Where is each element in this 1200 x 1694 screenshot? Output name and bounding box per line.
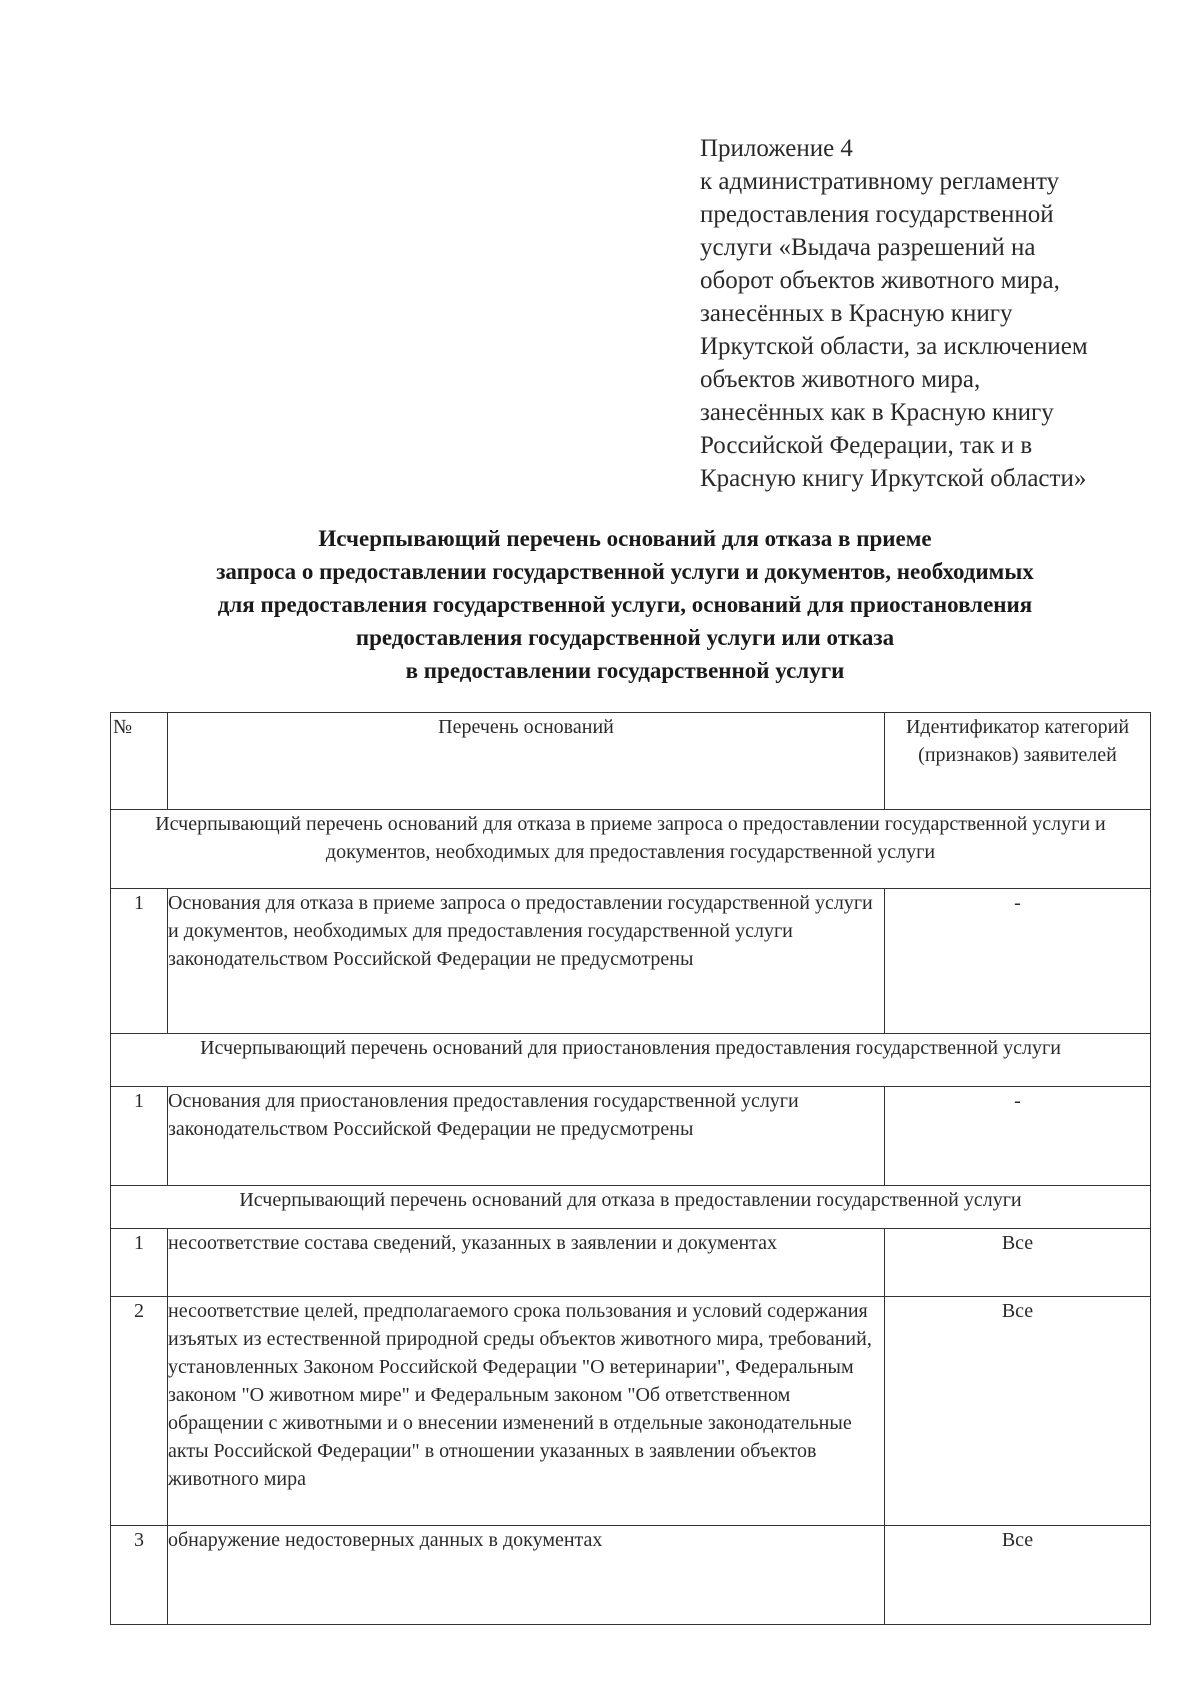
section-row: [111, 1186, 1151, 1229]
table-row: [111, 1526, 1151, 1625]
row-number: 2: [111, 1297, 168, 1526]
header-identifier: Идентификатор категорий (признаков) заявителей: [885, 713, 1151, 810]
table-row: [111, 889, 1151, 1034]
row-reason: несоответствие состава сведений, указанных в заявлении и документах: [168, 1229, 885, 1297]
appendix-line: Российской Федерации, так и в: [700, 432, 1033, 459]
row-identifier: -: [885, 1087, 1151, 1186]
title-line: запроса о предоставлении государственной услуги и документов, необходимых: [216, 559, 1034, 584]
appendix-line: занесённых в Красную книгу: [700, 300, 1013, 327]
row-reason: несоответствие целей, предполагаемого срока пользования и условий содержания изъятых из естественной природной среды объектов животного мира, требований, установленных Законом Российской Федерации "О ветеринарии", Федеральным законом "О животном мире" и Федеральным законом "Об ответственном обращении с животными и о внесении изменений в отдельные законодательные акты Российской Федерации" в отношении указанных в заявлении объектов животного мира: [168, 1297, 885, 1526]
grounds-table: [110, 712, 1151, 1625]
document-title: [100, 522, 1150, 687]
appendix-line: Красную книгу Иркутской области»: [700, 465, 1087, 492]
section-title: Исчерпывающий перечень оснований для отказа в приеме запроса о предоставлении государственной услуги и документов, необходимых для предоставления государственной услуги: [111, 810, 1151, 889]
section-row: [111, 810, 1151, 889]
section-title: Исчерпывающий перечень оснований для приостановления предоставления государственной услуги: [111, 1034, 1151, 1087]
appendix-note: [700, 132, 1170, 495]
row-number: 1: [111, 1087, 168, 1186]
row-reason: обнаружение недостоверных данных в документах: [168, 1526, 885, 1625]
appendix-line: к административному регламенту: [700, 168, 1060, 195]
row-reason: Основания для отказа в приеме запроса о предоставлении государственной услуги и документов, необходимых для предоставления государственной услуги законодательством Российской Федерации не предусмотрены: [168, 889, 885, 1034]
row-identifier: Все: [885, 1526, 1151, 1625]
title-line: Исчерпывающий перечень оснований для отказа в приеме: [318, 526, 932, 551]
table-row: [111, 1087, 1151, 1186]
header-num: №: [111, 713, 168, 810]
appendix-line: предоставления государственной: [700, 201, 1054, 228]
title-line: предоставления государственной услуги или отказа: [355, 625, 895, 650]
appendix-line: оборот объектов животного мира,: [700, 267, 1060, 294]
appendix-line: занесённых как в Красную книгу: [700, 399, 1054, 426]
appendix-line: Приложение 4: [700, 135, 853, 162]
header-reasons: Перечень оснований: [168, 713, 885, 810]
row-reason: Основания для приостановления предоставления государственной услуги законодательством Российской Федерации не предусмотрены: [168, 1087, 885, 1186]
row-number: 3: [111, 1526, 168, 1625]
appendix-line: услуги «Выдача разрешений на: [700, 234, 1036, 261]
row-number: 1: [111, 1229, 168, 1297]
appendix-line: объектов животного мира,: [700, 366, 981, 393]
row-number: 1: [111, 889, 168, 1034]
row-identifier: Все: [885, 1297, 1151, 1526]
appendix-line: Иркутской области, за исключением: [700, 333, 1088, 360]
table-row: [111, 1229, 1151, 1297]
row-identifier: -: [885, 889, 1151, 1034]
section-title: Исчерпывающий перечень оснований для отказа в предоставлении государственной услуги: [111, 1186, 1151, 1229]
row-identifier: Все: [885, 1229, 1151, 1297]
table-row: [111, 1297, 1151, 1526]
table-header-row: [111, 713, 1151, 810]
title-line: в предоставлении государственной услуги: [405, 658, 845, 683]
section-row: [111, 1034, 1151, 1087]
title-line: для предоставления государственной услуги, оснований для приостановления: [217, 592, 1033, 617]
